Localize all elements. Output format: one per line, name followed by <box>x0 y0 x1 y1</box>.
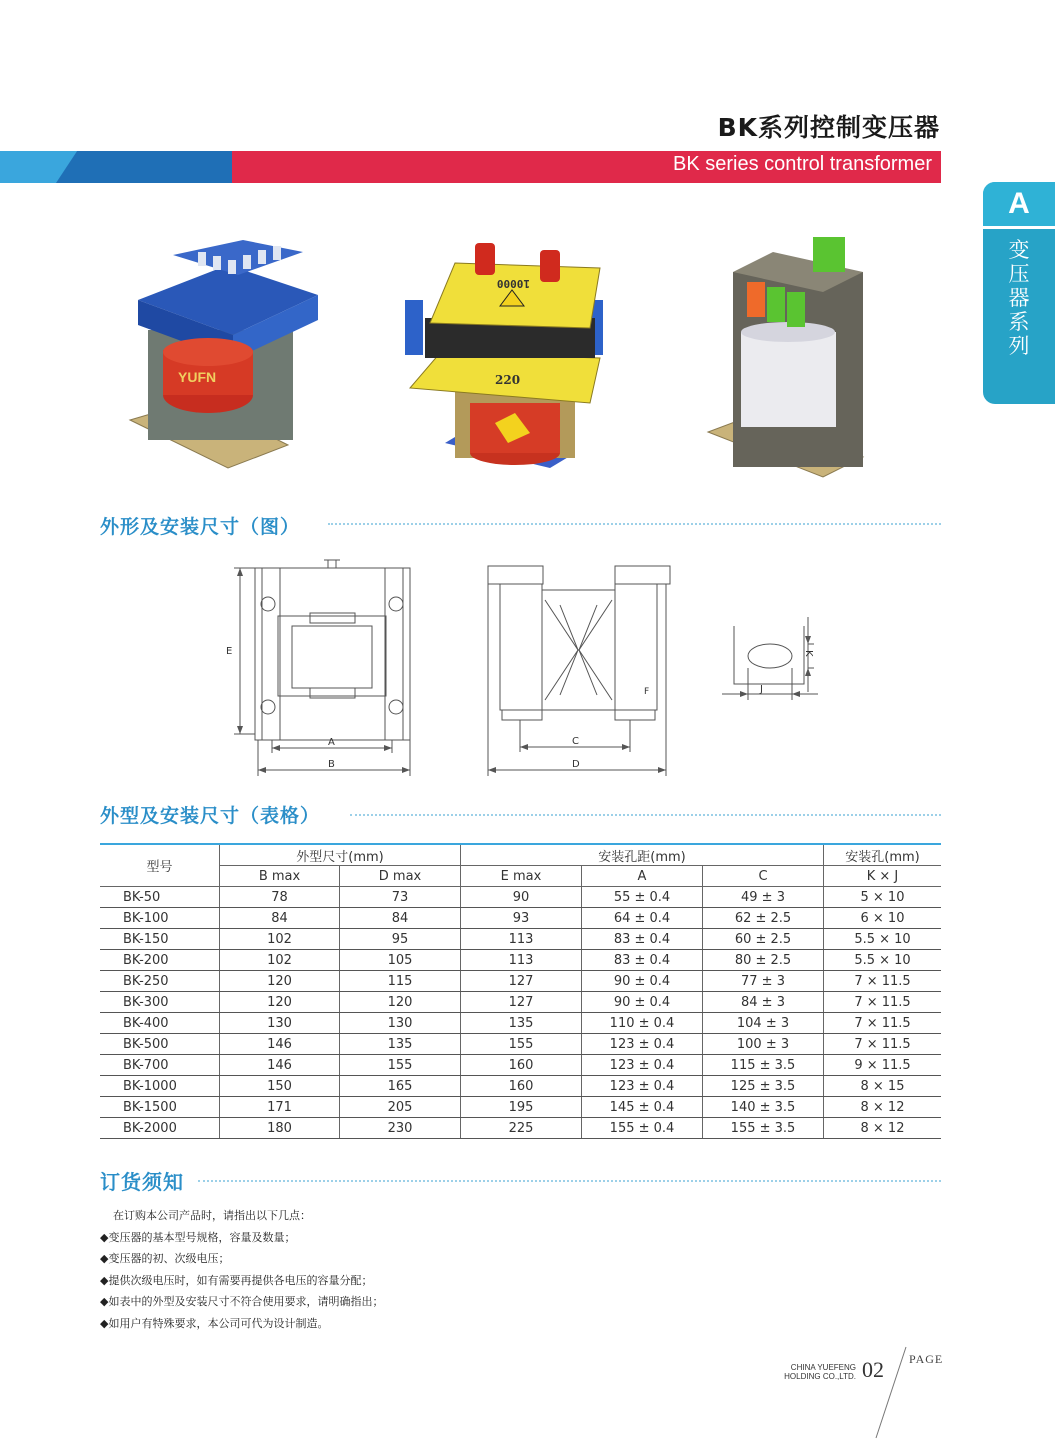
model-cell: BK-100 <box>100 908 220 929</box>
dim-label-a: A <box>328 737 335 748</box>
dim-label-k: K <box>803 650 814 657</box>
header-k-j: K × J <box>824 866 942 887</box>
product-photo-1 <box>118 240 328 470</box>
table-cell: 230 <box>340 1118 461 1139</box>
page-subtitle: BK series control transformer <box>673 153 932 175</box>
table-cell: 7 × 11.5 <box>824 992 942 1013</box>
header-outline-dims: 外型尺寸(mm) <box>220 844 461 866</box>
mounting-hole-drawing <box>722 612 822 707</box>
model-cell: BK-150 <box>100 929 220 950</box>
table-cell: 105 <box>340 950 461 971</box>
note-item: ◆如用户有特殊要求，本公司可代为设计制造。 <box>100 1316 329 1330</box>
product-photo-3 <box>703 232 868 487</box>
footer-company-line2: HOLDING CO.,LTD. <box>784 1372 856 1381</box>
table-cell: 84 ± 3 <box>703 992 824 1013</box>
table-cell: 5.5 × 10 <box>824 929 942 950</box>
model-cell: BK-1000 <box>100 1076 220 1097</box>
dim-label-j: J <box>760 684 763 695</box>
table-cell: 93 <box>461 908 582 929</box>
note-item: ◆提供次级电压时，如有需要再提供各电压的容量分配； <box>100 1273 373 1287</box>
table-cell: 135 <box>461 1013 582 1034</box>
table-cell: 145 ± 0.4 <box>582 1097 703 1118</box>
table-cell: 150 <box>220 1076 340 1097</box>
dim-label-d: D <box>572 759 580 770</box>
table-cell: 195 <box>461 1097 582 1118</box>
table-cell: 6 × 10 <box>824 908 942 929</box>
table-cell: 171 <box>220 1097 340 1118</box>
table-cell: 205 <box>340 1097 461 1118</box>
model-cell: BK-400 <box>100 1013 220 1034</box>
table-cell: 127 <box>461 971 582 992</box>
section-title-drawings: 外形及安装尺寸（图） <box>100 516 301 538</box>
table-cell: 180 <box>220 1118 340 1139</box>
section-title-table: 外型及安装尺寸（表格） <box>100 805 321 827</box>
table-cell: 123 ± 0.4 <box>582 1076 703 1097</box>
table-cell: 140 ± 3.5 <box>703 1097 824 1118</box>
header-hole-spacing: 安装孔距(mm) <box>461 844 824 866</box>
table-cell: 9 × 11.5 <box>824 1055 942 1076</box>
table-cell: 120 <box>340 992 461 1013</box>
note-item: ◆变压器的基本型号规格，容量及数量； <box>100 1230 296 1244</box>
dim-label-e: E <box>226 646 233 657</box>
table-cell: 102 <box>220 950 340 971</box>
table-cell: 104 ± 3 <box>703 1013 824 1034</box>
table-cell: 115 <box>340 971 461 992</box>
table-cell: 84 <box>220 908 340 929</box>
model-cell: BK-50 <box>100 887 220 908</box>
table-cell: 146 <box>220 1034 340 1055</box>
table-cell: 130 <box>220 1013 340 1034</box>
table-cell: 123 ± 0.4 <box>582 1034 703 1055</box>
footer-slash <box>870 1345 910 1440</box>
header-a: A <box>582 866 703 887</box>
table-cell: 120 <box>220 992 340 1013</box>
table-cell: 5 × 10 <box>824 887 942 908</box>
dim-label-b: B <box>328 759 335 770</box>
table-cell: 155 ± 3.5 <box>703 1118 824 1139</box>
table-cell: 8 × 12 <box>824 1097 942 1118</box>
table-cell: 8 × 12 <box>824 1118 942 1139</box>
page-label: PAGE <box>909 1352 944 1366</box>
table-cell: 113 <box>461 929 582 950</box>
side-view-drawing <box>480 560 680 780</box>
page-number: 02 <box>862 1357 884 1382</box>
table-cell: 100 ± 3 <box>703 1034 824 1055</box>
photo2-top-label: 10000 <box>496 277 530 290</box>
table-cell: 95 <box>340 929 461 950</box>
table-row <box>100 971 941 992</box>
dim-label-c: C <box>572 736 579 747</box>
table-cell: 130 <box>340 1013 461 1034</box>
header-b-max: B max <box>220 866 340 887</box>
table-cell: 90 ± 0.4 <box>582 971 703 992</box>
section-divider <box>328 523 941 525</box>
dim-label-f: F <box>644 687 650 697</box>
table-row <box>100 887 941 908</box>
table-cell: 90 ± 0.4 <box>582 992 703 1013</box>
table-cell: 110 ± 0.4 <box>582 1013 703 1034</box>
table-cell: 49 ± 3 <box>703 887 824 908</box>
model-cell: BK-1500 <box>100 1097 220 1118</box>
table-cell: 73 <box>340 887 461 908</box>
table-cell: 160 <box>461 1055 582 1076</box>
table-cell: 7 × 11.5 <box>824 1034 942 1055</box>
note-item: ◆变压器的初、次级电压； <box>100 1252 230 1265</box>
model-cell: BK-500 <box>100 1034 220 1055</box>
section-divider <box>350 814 941 816</box>
table-cell: 78 <box>220 887 340 908</box>
table-cell: 155 <box>461 1034 582 1055</box>
table-cell: 115 ± 3.5 <box>703 1055 824 1076</box>
table-cell: 80 ± 2.5 <box>703 950 824 971</box>
photo1-brand: YUFN <box>178 369 217 385</box>
model-cell: BK-200 <box>100 950 220 971</box>
spec-table <box>100 843 941 1139</box>
model-cell: BK-250 <box>100 971 220 992</box>
page-title: BK系列控制变压器 <box>717 113 940 142</box>
table-cell: 102 <box>220 929 340 950</box>
side-tab[interactable] <box>983 182 1055 404</box>
table-row <box>100 992 941 1013</box>
table-cell: 83 ± 0.4 <box>582 929 703 950</box>
table-row <box>100 1055 941 1076</box>
table-cell: 62 ± 2.5 <box>703 908 824 929</box>
table-cell: 113 <box>461 950 582 971</box>
table-cell: 77 ± 3 <box>703 971 824 992</box>
table-row <box>100 1097 941 1118</box>
product-photo-2 <box>400 238 620 473</box>
header-d-max: D max <box>340 866 461 887</box>
table-cell: 135 <box>340 1034 461 1055</box>
model-cell: BK-300 <box>100 992 220 1013</box>
section-title-order: 订货须知 <box>100 1170 184 1194</box>
table-cell: 64 ± 0.4 <box>582 908 703 929</box>
side-tab-letter: A <box>983 182 1055 226</box>
table-cell: 120 <box>220 971 340 992</box>
header-c: C <box>703 866 824 887</box>
table-row <box>100 950 941 971</box>
table-cell: 7 × 11.5 <box>824 971 942 992</box>
notes-intro: 在订购本公司产品时，请指出以下几点： <box>113 1209 311 1222</box>
table-cell: 90 <box>461 887 582 908</box>
table-cell: 7 × 11.5 <box>824 1013 942 1034</box>
order-notes <box>100 1205 700 1334</box>
table-cell: 146 <box>220 1055 340 1076</box>
header-model: 型号 <box>100 844 220 887</box>
table-row <box>100 1118 941 1139</box>
table-cell: 160 <box>461 1076 582 1097</box>
table-cell: 84 <box>340 908 461 929</box>
model-cell: BK-2000 <box>100 1118 220 1139</box>
table-row <box>100 908 941 929</box>
table-cell: 5.5 × 10 <box>824 950 942 971</box>
table-cell: 8 × 15 <box>824 1076 942 1097</box>
model-cell: BK-700 <box>100 1055 220 1076</box>
side-tab-label: 变压器系列 <box>1008 238 1030 358</box>
table-cell: 83 ± 0.4 <box>582 950 703 971</box>
table-cell: 60 ± 2.5 <box>703 929 824 950</box>
table-row <box>100 1076 941 1097</box>
photo2-bottom-label: 220 <box>495 373 521 387</box>
footer-company <box>760 1363 856 1381</box>
front-view-drawing <box>220 548 450 780</box>
header-mount-hole: 安装孔(mm) <box>824 844 942 866</box>
table-cell: 155 <box>340 1055 461 1076</box>
table-row <box>100 1034 941 1055</box>
table-cell: 155 ± 0.4 <box>582 1118 703 1139</box>
table-cell: 123 ± 0.4 <box>582 1055 703 1076</box>
table-row <box>100 929 941 950</box>
note-item: ◆如表中的外型及安装尺寸不符合使用要求，请明确指出； <box>100 1295 384 1308</box>
table-cell: 165 <box>340 1076 461 1097</box>
table-row <box>100 1013 941 1034</box>
header-e-max: E max <box>461 866 582 887</box>
table-cell: 125 ± 3.5 <box>703 1076 824 1097</box>
table-cell: 127 <box>461 992 582 1013</box>
table-cell: 55 ± 0.4 <box>582 887 703 908</box>
section-divider <box>198 1180 941 1182</box>
footer-company-line1: CHINA YUEFENG <box>790 1363 856 1372</box>
table-cell: 225 <box>461 1118 582 1139</box>
